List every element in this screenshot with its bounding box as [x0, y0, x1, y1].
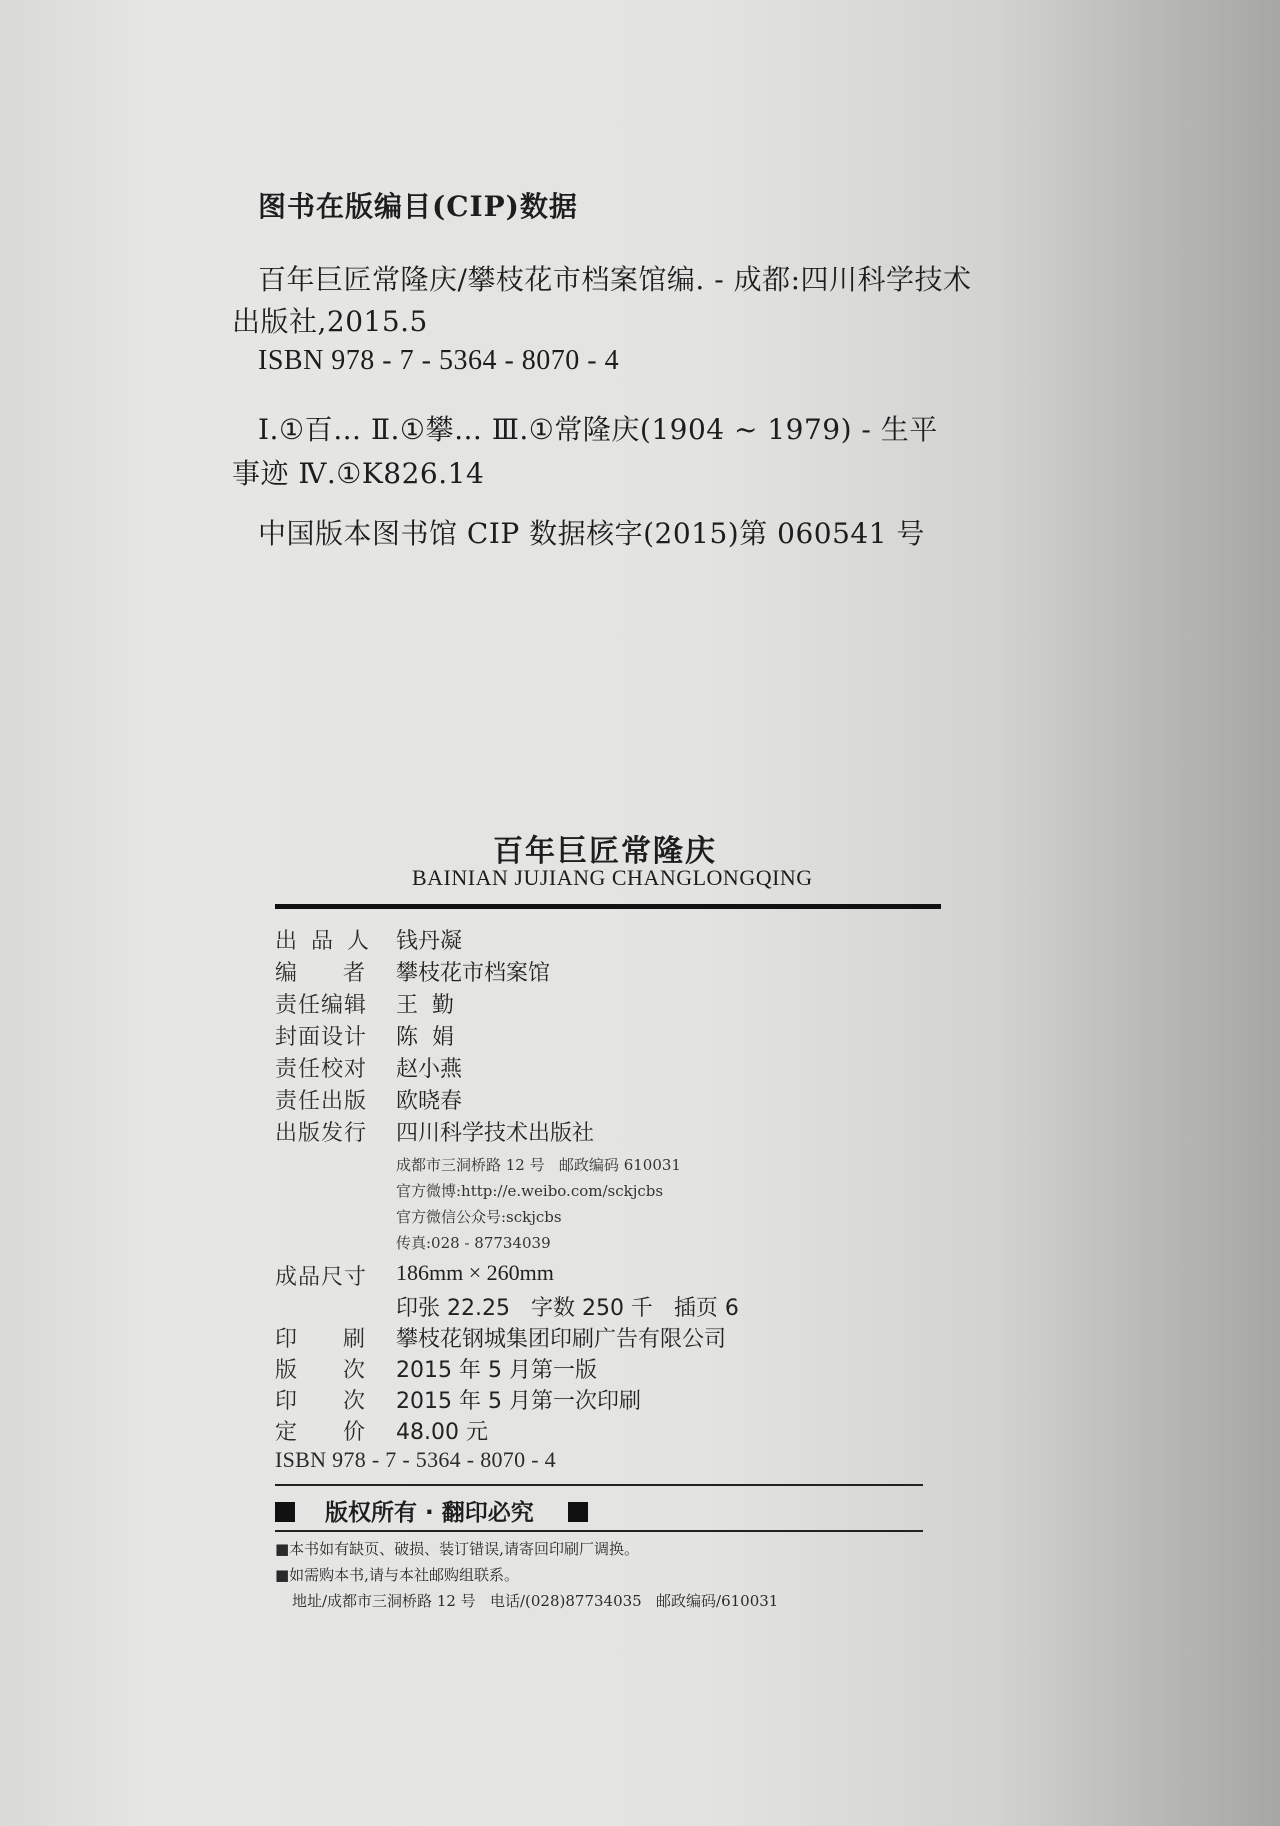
square-mark-icon — [275, 1502, 295, 1522]
copyright-rule-bottom — [275, 1530, 923, 1532]
proof-value: 赵小燕 — [396, 1057, 463, 1082]
copyright-rule-top — [275, 1484, 923, 1486]
resp-editor-label: 责任编辑 — [275, 993, 368, 1018]
cip-subject-2: 事迹 Ⅳ.①K826.14 — [232, 457, 485, 490]
impression-value: 2015 年 5 月第一次印刷 — [396, 1389, 641, 1414]
impression-label: 印次 — [275, 1389, 412, 1414]
square-mark-icon — [568, 1502, 588, 1522]
proof-label: 责任校对 — [275, 1057, 368, 1082]
printer-label: 印刷 — [275, 1327, 412, 1352]
footer-note-3: 地址/成都市三洞桥路 12 号 电话/(028)87734035 邮政编码/610031 — [292, 1592, 779, 1610]
cip-line-2: 出版社,2015.5 — [232, 305, 428, 338]
title-rule — [275, 904, 941, 909]
publisher-address: 成都市三洞桥路 12 号 邮政编码 610031 — [396, 1156, 681, 1174]
publisher-value: 四川科学技术出版社 — [396, 1121, 595, 1146]
cover-label: 封面设计 — [275, 1025, 368, 1050]
publisher-weibo: 官方微博:http://e.weibo.com/sckjcbs — [396, 1182, 664, 1200]
footer-note-1: ■本书如有缺页、破损、装订错误,请寄回印刷厂调换。 — [275, 1540, 639, 1558]
pub-resp-label: 责任出版 — [275, 1089, 368, 1114]
price-label: 定价 — [275, 1420, 412, 1445]
sheets-value: 印张 22.25 字数 250 千 插页 6 — [396, 1296, 739, 1321]
size-label: 成品尺寸 — [275, 1265, 368, 1290]
size-value: 186mm × 260mm — [396, 1260, 554, 1285]
cover-value: 陈 娟 — [396, 1025, 454, 1050]
publisher-label: 出版发行 — [275, 1121, 368, 1146]
producer-value: 钱丹凝 — [396, 929, 463, 954]
colophon-isbn: ISBN 978 - 7 - 5364 - 8070 - 4 — [275, 1447, 556, 1472]
pub-resp-value: 欧晓春 — [396, 1089, 463, 1114]
footer-note-2: ■如需购本书,请与本社邮购组联系。 — [275, 1566, 519, 1584]
copyright-text: 版权所有 · 翻印必究 — [325, 1500, 534, 1526]
printer-value: 攀枝花钢城集团印刷广告有限公司 — [396, 1327, 727, 1352]
cip-heading: 图书在版编目(CIP)数据 — [258, 190, 578, 223]
book-pinyin: BAINIAN JUJIANG CHANGLONGQING — [412, 865, 813, 890]
resp-editor-value: 王 勤 — [396, 993, 454, 1018]
publisher-wechat: 官方微信公众号:sckjcbs — [396, 1208, 562, 1226]
producer-label: 出品人 — [275, 929, 384, 954]
cip-line-1: 百年巨匠常隆庆/攀枝花市档案馆编. - 成都:四川科学技术 — [258, 263, 972, 296]
edition-value: 2015 年 5 月第一版 — [396, 1358, 597, 1383]
editor-label: 编者 — [275, 961, 412, 986]
edition-label: 版次 — [275, 1358, 412, 1383]
price-value: 48.00 元 — [396, 1420, 488, 1445]
book-title: 百年巨匠常隆庆 — [493, 834, 717, 869]
cip-verify: 中国版本图书馆 CIP 数据核字(2015)第 060541 号 — [258, 517, 925, 550]
cip-subject-1: Ⅰ.①百… Ⅱ.①攀… Ⅲ.①常隆庆(1904 ~ 1979) - 生平 — [258, 413, 938, 446]
publisher-fax: 传真:028 - 87734039 — [396, 1234, 551, 1252]
copyright-line — [275, 1494, 588, 1527]
editor-value: 攀枝花市档案馆 — [396, 961, 551, 986]
cip-isbn: ISBN 978 - 7 - 5364 - 8070 - 4 — [258, 345, 620, 376]
